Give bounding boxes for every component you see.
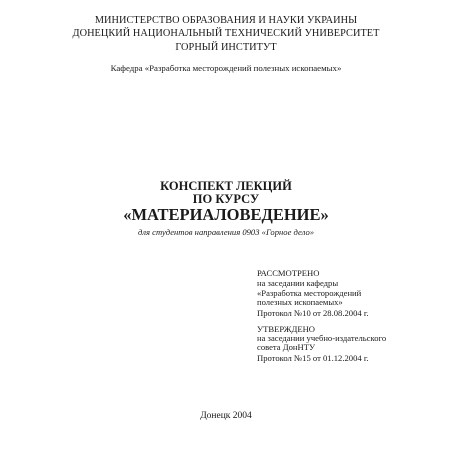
university-name: ДОНЕЦКИЙ НАЦИОНАЛЬНЫЙ ТЕХНИЧЕСКИЙ УНИВЕРСИТЕТ	[72, 28, 380, 39]
course-title: «МАТЕРИАЛОВЕДЕНИЕ»	[123, 205, 329, 224]
approved-line: на заседании учебно-издательского	[257, 333, 387, 343]
reviewed-heading: РАССМОТРЕНО	[257, 268, 320, 278]
reviewed-line: полезных ископаемых»	[257, 297, 343, 307]
document-type: КОНСПЕКТ ЛЕКЦИЙ	[160, 179, 292, 193]
ministry-name: МИНИСТЕРСТВО ОБРАЗОВАНИЯ И НАУКИ УКРАИНЫ	[94, 15, 358, 26]
audience-line: для студентов направления 0903 «Горное дело»	[137, 227, 315, 237]
reviewed-line: «Разработка месторождений	[257, 288, 362, 298]
city-year: Донецк 2004	[200, 411, 252, 421]
approved-line: совета ДонНТУ	[257, 342, 316, 352]
department-name: Кафедра «Разработка месторождений полезных ископаемых»	[110, 63, 342, 73]
reviewed-line: на заседании кафедры	[257, 278, 339, 288]
institute-name: ГОРНЫЙ ИНСТИТУТ	[175, 42, 277, 53]
approved-protocol: Протокол №15 от 01.12.2004 г.	[257, 353, 369, 363]
approved-heading: УТВЕРЖДЕНО	[257, 324, 316, 334]
reviewed-protocol: Протокол №10 от 28.08.2004 г.	[257, 308, 369, 318]
course-prefix: ПО КУРСУ	[192, 192, 260, 206]
